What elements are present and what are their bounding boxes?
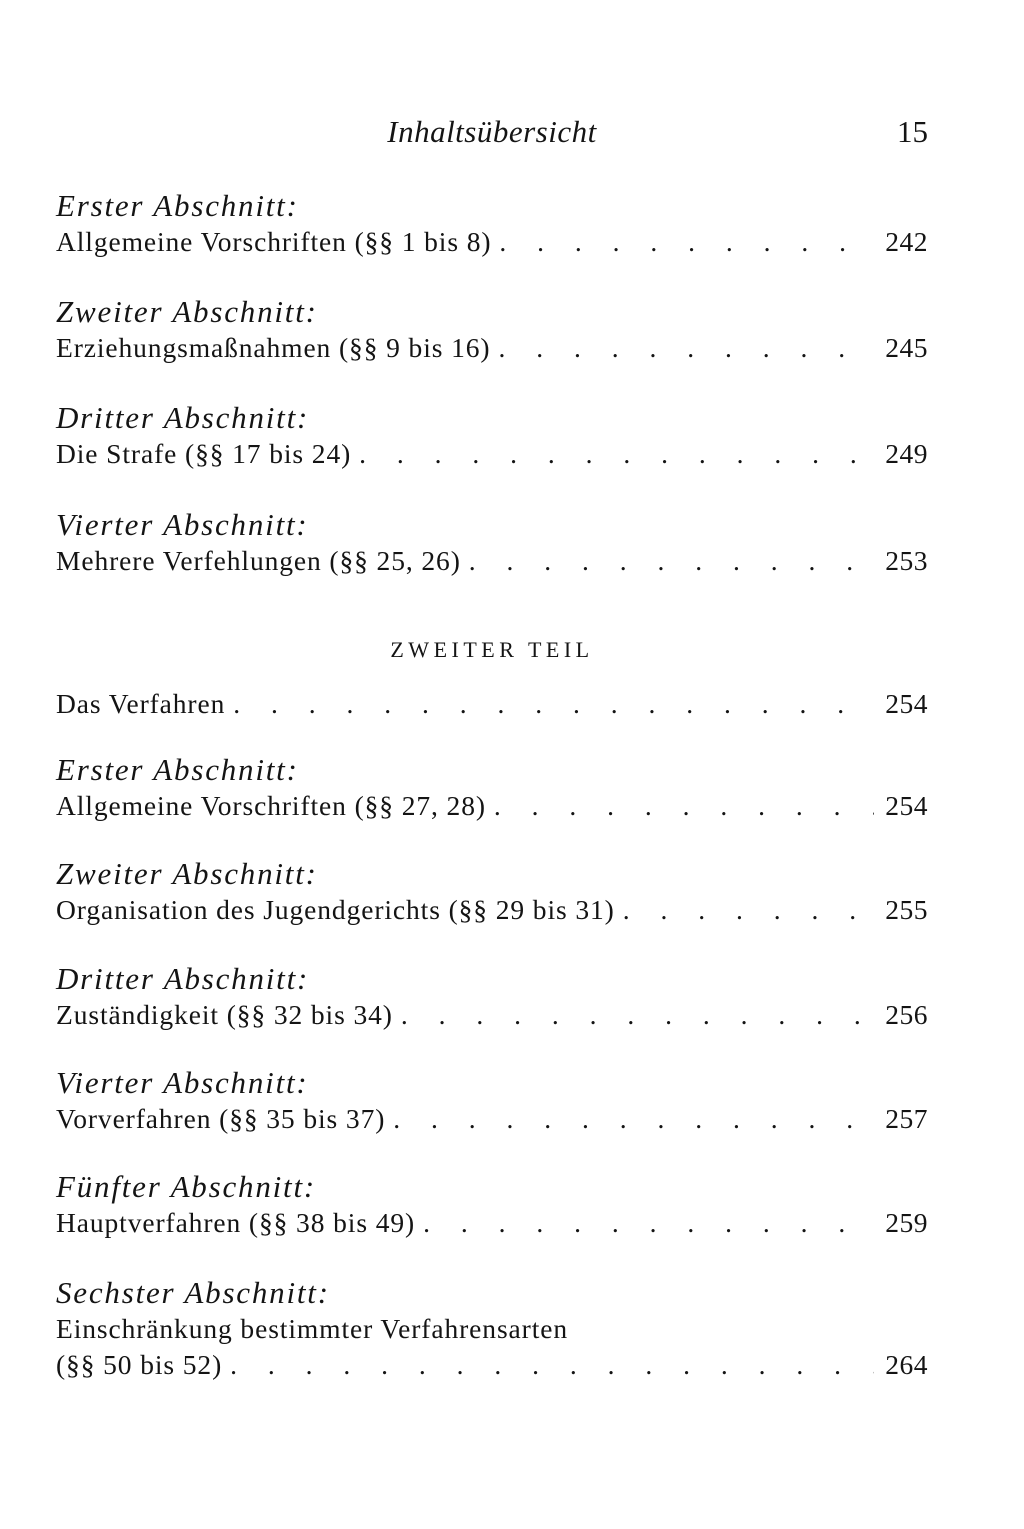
toc-line <box>56 330 928 366</box>
toc-entry <box>56 400 928 472</box>
dot-leader <box>490 330 874 366</box>
section-heading: Erster Abschnitt: <box>56 188 299 223</box>
section-title: Allgemeine Vorschriften (§§ 27, 28) <box>56 790 486 821</box>
running-head <box>56 112 928 152</box>
toc-line <box>56 224 928 260</box>
toc-entry <box>56 507 928 579</box>
section-heading: Erster Abschnitt: <box>56 752 299 787</box>
section-page: 245 <box>885 332 928 363</box>
section-page: 255 <box>885 894 928 925</box>
section-page: 249 <box>885 438 928 469</box>
dot-leader <box>615 892 874 928</box>
section-title: Hauptverfahren (§§ 38 bis 49) <box>56 1207 416 1238</box>
section-page: 242 <box>885 226 928 257</box>
page-number: 15 <box>897 114 928 149</box>
section-page: 259 <box>885 1207 928 1238</box>
section-page: 253 <box>885 545 928 576</box>
toc-line <box>56 1101 928 1137</box>
dot-leader <box>351 436 874 472</box>
section-heading: Dritter Abschnitt: <box>56 400 310 435</box>
toc-line <box>56 1205 928 1241</box>
section-title-line1: Einschränkung bestimmter Verfahrensarten <box>56 1313 568 1344</box>
dot-leader <box>222 1347 874 1383</box>
section-title: Erziehungsmaßnahmen (§§ 9 bis 16) <box>56 332 491 363</box>
toc-line <box>56 997 928 1033</box>
toc-entry <box>56 1065 928 1137</box>
part-page: 254 <box>885 688 928 719</box>
section-title: Zuständigkeit (§§ 32 bis 34) <box>56 999 393 1030</box>
toc-line <box>56 1347 928 1383</box>
section-title: Mehrere Verfehlungen (§§ 25, 26) <box>56 545 461 576</box>
toc-entry <box>56 1169 928 1241</box>
section-title: Die Strafe (§§ 17 bis 24) <box>56 438 352 469</box>
running-title: Inhaltsübersicht <box>387 114 597 149</box>
section-title: Vorverfahren (§§ 35 bis 37) <box>56 1103 386 1134</box>
section-page: 254 <box>885 790 928 821</box>
toc-line <box>56 543 928 579</box>
part-title: Das Verfahren <box>56 688 226 719</box>
section-heading: Zweiter Abschnitt: <box>56 294 318 329</box>
dot-leader <box>393 997 874 1033</box>
section-page: 264 <box>885 1349 928 1380</box>
toc-entry <box>56 752 928 824</box>
dot-leader <box>486 788 874 824</box>
dot-leader <box>415 1205 874 1241</box>
section-title: Organisation des Jugendgerichts (§§ 29 bis 31) <box>56 894 615 925</box>
dot-leader <box>385 1101 874 1137</box>
toc-entry <box>56 1275 928 1383</box>
toc-line <box>56 788 928 824</box>
toc-entry <box>56 188 928 260</box>
dot-leader <box>461 543 874 579</box>
section-title: Allgemeine Vorschriften (§§ 1 bis 8) <box>56 226 492 257</box>
dot-leader <box>225 686 874 722</box>
section-heading: Zweiter Abschnitt: <box>56 856 318 891</box>
section-heading: Fünfter Abschnitt: <box>56 1169 316 1204</box>
toc-line <box>56 892 928 928</box>
section-heading: Dritter Abschnitt: <box>56 961 310 996</box>
dot-leader <box>491 224 874 260</box>
toc-entry <box>56 686 928 722</box>
toc-line <box>56 436 928 472</box>
section-page: 256 <box>885 999 928 1030</box>
toc-entry <box>56 856 928 928</box>
section-heading: Vierter Abschnitt: <box>56 1065 309 1100</box>
section-page: 257 <box>885 1103 928 1134</box>
section-heading: Sechster Abschnitt: <box>56 1275 330 1310</box>
part-heading: ZWEITER TEIL <box>390 637 594 662</box>
toc-entry <box>56 961 928 1033</box>
toc-line <box>56 686 928 722</box>
toc-entry <box>56 294 928 366</box>
section-heading: Vierter Abschnitt: <box>56 507 309 542</box>
section-title: (§§ 50 bis 52) <box>56 1349 223 1380</box>
